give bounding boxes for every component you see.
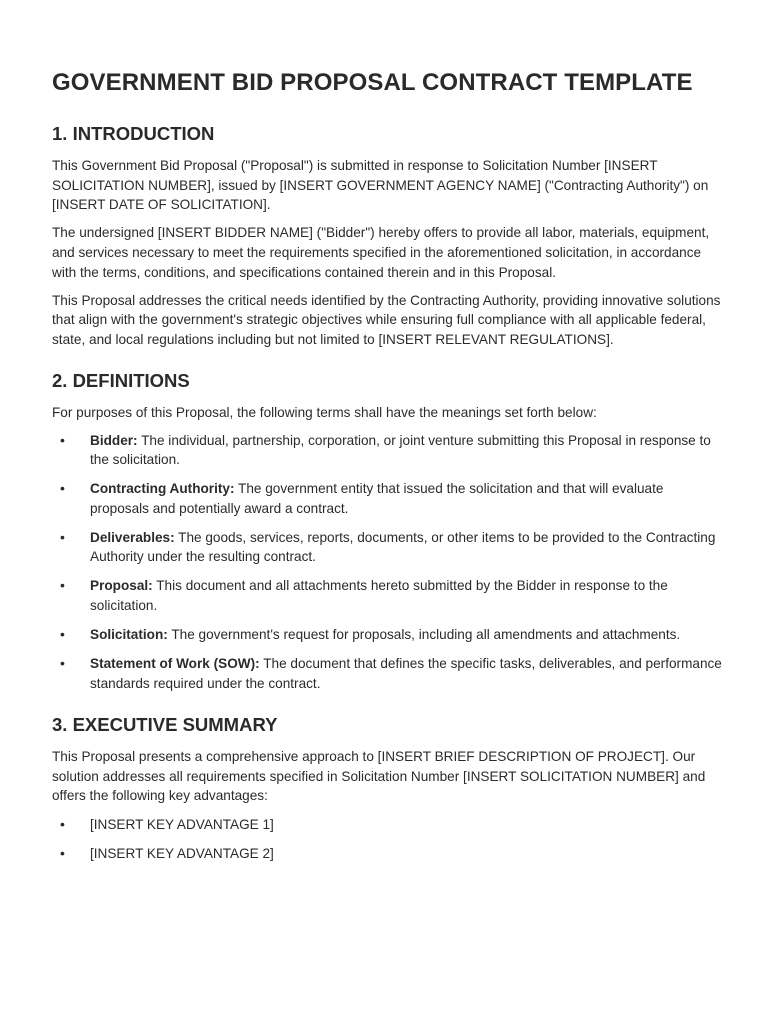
bullet-icon: •	[60, 655, 65, 672]
definition-item	[52, 528, 722, 567]
definition-term: Solicitation:	[90, 627, 168, 643]
bullet-icon: •	[60, 815, 65, 832]
intro-paragraph-1: This Government Bid Proposal ("Proposal") is submitted in response to Solicitation Number [INSERT SOLICITATION NUMBER], issued by [INSERT GOVERNMENT AGENCY NAME] ("Contracting Authority") on [INSERT DATE OF SOLICITATION].	[52, 158, 709, 213]
bullet-icon: •	[60, 528, 65, 545]
bullet-icon: •	[60, 626, 65, 643]
intro-paragraph-2: The undersigned [INSERT BIDDER NAME] ("Bidder") hereby offers to provide all labor, materials, equipment, and services necessary to meet the requirements specified in the aforementioned solicitation, in accordance with the terms, conditions, and specifications contained therein and in this Proposal.	[52, 225, 710, 280]
section-executive-summary	[52, 713, 722, 863]
definition-text: The document that defines the specific tasks, deliverables, and performance standards required under the contract.	[90, 656, 722, 691]
definition-term: Deliverables:	[90, 529, 175, 545]
definition-text: The goods, services, reports, documents, or other items to be provided to the Contracting Authority under the resulting contract.	[90, 529, 716, 565]
definitions-intro: For purposes of this Proposal, the following terms shall have the meanings set forth below:	[52, 404, 597, 420]
definition-text: This document and all attachments hereto submitted by the Bidder in response to the solicitation.	[90, 578, 668, 614]
document-title: GOVERNMENT BID PROPOSAL CONTRACT TEMPLATE	[52, 69, 693, 96]
advantages-list	[52, 815, 722, 864]
definition-term: Proposal:	[90, 578, 153, 594]
document-page	[52, 66, 722, 873]
definition-text: The government entity that issued the solicitation and that will evaluate proposals and potentially award a contract.	[90, 481, 664, 516]
definition-term: Statement of Work (SOW):	[90, 656, 260, 672]
advantage-text: [INSERT KEY ADVANTAGE 1]	[90, 816, 274, 832]
bullet-icon: •	[60, 844, 65, 861]
definition-text: The individual, partnership, corporation, or joint venture submitting this Proposal in response to the solicitation.	[90, 432, 711, 468]
section-definitions	[52, 369, 722, 694]
bullet-icon: •	[60, 577, 65, 594]
definition-text: The government's request for proposals, including all amendments and attachments.	[167, 627, 681, 643]
bullet-icon: •	[60, 431, 65, 448]
section-heading-executive-summary: 3. EXECUTIVE SUMMARY	[52, 714, 278, 736]
intro-paragraph-3: This Proposal addresses the critical needs identified by the Contracting Authority, providing innovative solutions that align with the government's strategic objectives while ensuring full compliance with all applicable federal, state, and local regulations including but not limited to [INSERT RELEVANT REGULATIONS].	[52, 292, 721, 347]
bullet-icon: •	[60, 480, 65, 497]
executive-summary-paragraph: This Proposal presents a comprehensive approach to [INSERT BRIEF DESCRIPTION OF PROJECT]. Our solution addresses all requirements specified in Solicitation Number [INSERT SOLICITATION NUMBER] and offers the following key advantages:	[52, 749, 706, 804]
section-heading-definitions: 2. DEFINITIONS	[52, 369, 190, 391]
section-heading-introduction: 1. INTRODUCTION	[52, 123, 215, 144]
advantage-item	[52, 815, 722, 835]
definition-item	[52, 479, 722, 518]
definition-term: Contracting Authority:	[90, 481, 235, 497]
section-introduction	[52, 122, 722, 350]
definitions-list	[52, 431, 722, 693]
definition-item	[52, 431, 722, 470]
advantage-item	[52, 844, 722, 864]
definition-item	[52, 625, 722, 645]
definition-item	[52, 576, 722, 615]
advantage-text: [INSERT KEY ADVANTAGE 2]	[90, 845, 274, 861]
definition-term: Bidder:	[90, 432, 138, 448]
definition-item	[52, 654, 722, 693]
